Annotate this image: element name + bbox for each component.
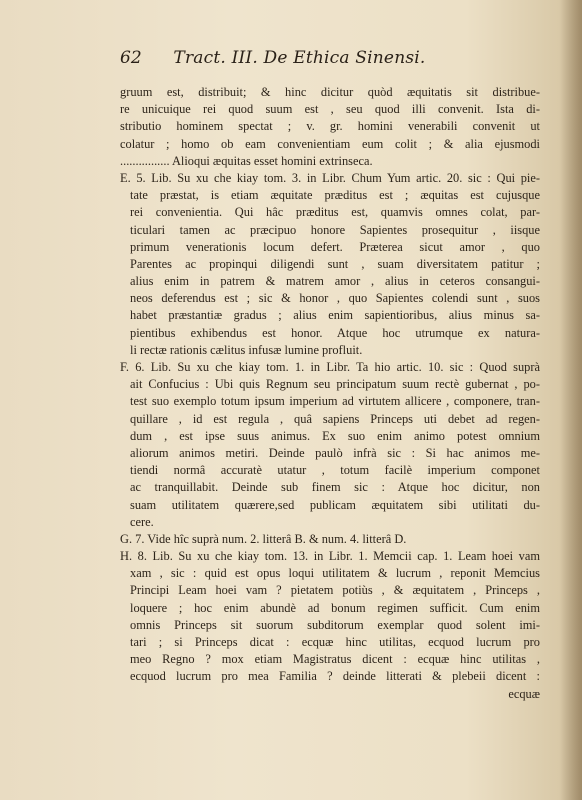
text-line: rei convenientia. Qui hâc præditus est, quamvis omnes colat, par- — [130, 205, 540, 220]
text-line: habet præstantiæ gradus ; alius enim sapientioribus, alius minus sa- — [130, 308, 540, 323]
page-header — [120, 48, 540, 72]
page-number: 62 — [120, 48, 142, 68]
text-line: E. 5. Lib. Su xu che kiay tom. 3. in Libr. Chum Yum artic. 20. sic : Qui pie- — [120, 170, 540, 185]
text-line: loquere ; hoc enim abundè ad bonum regimen sufficit. Cum enim — [130, 600, 540, 615]
text-line: colatur ; homo ob eam convenientiam eum colit ; & alia ejusmodi — [120, 136, 540, 151]
text-line: neos deferendus est ; sic & honor , quo Sapientes colendi sunt , suos — [130, 291, 540, 306]
text-line: primum venerationis locum defert. Præterea sicut amor , quo — [130, 239, 540, 254]
text-line: suam utilitatem quærere,sed publicam æquitatem sibi utilitati du- — [130, 497, 540, 512]
text-line: ticulari tamen ac præcipuo honore Sapientes prosequitur , iisque — [130, 222, 540, 237]
text-line: stributio hominem spectat ; v. gr. homini venerabili convenit ut — [120, 119, 540, 134]
text-line: test suo exemplo totum ipsum imperium ad virtutem allicere , componere, tran- — [130, 394, 540, 409]
text-line: tiendi normâ accuratè utatur , totum facilè imperium componet — [130, 463, 540, 478]
text-line: quillare , id est regula , quâ sapiens Princeps uti debet ad regen- — [130, 411, 540, 426]
text-line: ait Confucius : Ubi quis Regnum seu principatum suum rectè gubernat , po- — [130, 377, 540, 392]
text-line: ecquod lucrum pro mea Familia ? deinde litterati & plebeii dicent : — [130, 669, 540, 684]
text-line: tari ; si Princeps dicat : ecquæ hinc utilitas, ecquod lucrum pro — [130, 635, 540, 649]
text-line: dum , est ipse suus animus. Ex suo enim animo potest omnium — [130, 428, 540, 443]
text-line: gruum est, distribuit; & hinc dicitur quòd æquitatis sit distribue- — [120, 85, 540, 99]
text-line: tate præstat, is etiam æquitate præditus est ; æquitas est cujusque — [130, 188, 540, 203]
text-line: G. 7. Vide hîc suprà num. 2. litterâ B. & num. 4. litterâ D. — [120, 531, 407, 546]
text-line: ................ Alioqui æquitas esset homini extrinseca. — [120, 153, 373, 168]
text-line: re unicuique rei quod suum est , seu quod illi convenit. Ista di- — [120, 102, 540, 117]
text-line: aliorum animos metiri. Deinde paulò infrà sic : Si hac animos me- — [130, 445, 540, 460]
body-text — [120, 84, 540, 703]
text-line: pientibus exhibendus est honor. Atque hoc utrumque ex natura- — [130, 325, 540, 340]
text-line: H. 8. Lib. Su xu che kiay tom. 13. in Libr. 1. Memcii cap. 1. Leam hoei vam — [120, 549, 540, 564]
text-line: xam , sic : quid est opus loqui utilitatem & lucrum , reponit Memcius — [130, 566, 540, 581]
text-line: omnis Princeps sit suorum subditorum exemplar quod solent imi- — [130, 617, 540, 632]
running-title: Tract. III. De Ethica Sinensi. — [173, 48, 426, 68]
text-line: alius enim in patrem & matrem amor , alius in ceteros consangui- — [130, 274, 540, 289]
text-line: meo Regno ? mox etiam Magistratus dicent : ecquæ hinc utilitas , — [130, 652, 540, 667]
text-line: F. 6. Lib. Su xu che kiay tom. 1. in Libr. Ta hio artic. 10. sic : Quod suprà — [120, 360, 540, 374]
text-line: li rectæ rationis cælitus infusæ lumine profluit. — [130, 342, 363, 357]
text-line: cere. — [130, 514, 154, 529]
spine-shadow — [560, 0, 582, 800]
text-line: Principi Leam hoei vam ? pietatem potiùs , & æquitatem , Princeps , — [130, 583, 540, 598]
text-line: ac tranquillabit. Deinde sub finem sic : Atque hoc dicitur, non — [130, 480, 540, 495]
catchword: ecquæ — [508, 686, 540, 701]
text-line: Parentes ac propinqui diligendi sunt , suam diversitatem patitur ; — [130, 256, 540, 271]
